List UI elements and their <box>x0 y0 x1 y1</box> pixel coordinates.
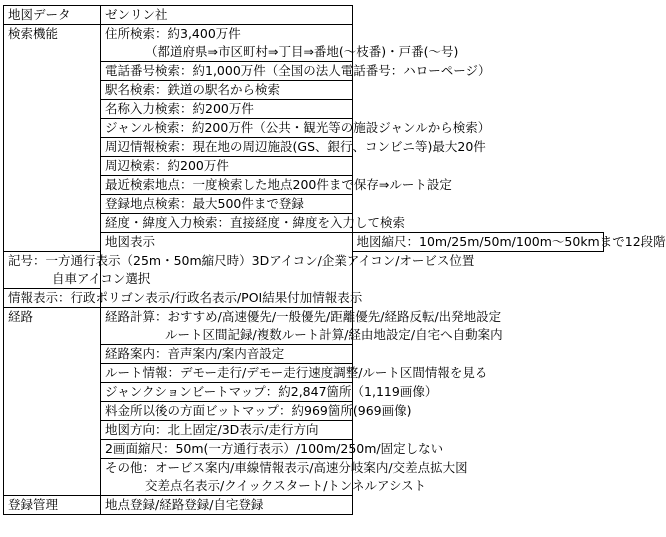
table-row <box>4 6 604 25</box>
search-nearby: 周辺検索：約200万件 <box>101 157 353 176</box>
category-display: 地図表示 <box>101 233 353 308</box>
route-direction: 地図方向：北上固定/3D表示/走行方向 <box>101 421 353 440</box>
route-info: ルート情報：デモー走行/デモー走行速度調整/ルート区間情報を見る <box>101 364 353 383</box>
route-other-line1: その他：オービス案内/車線情報表示/高速分岐案内/交差点拡大図 <box>105 460 468 475</box>
category-map-data: 地図データ <box>4 6 101 25</box>
route-other-cell <box>101 459 468 496</box>
route-toll: 料金所以後の方面ビットマップ：約969箇所(969画像) <box>101 402 353 421</box>
display-info: 情報表示：行政ポリゴン表示/行政名表示/POI結果付加情報表示 <box>4 289 101 308</box>
category-route: 経路 <box>4 308 101 496</box>
table-row <box>4 25 604 62</box>
spec-table <box>3 5 666 515</box>
table-row <box>4 289 604 308</box>
map-data-value: ゼンリン社 <box>101 6 353 25</box>
search-genre: ジャンル検索：約200万件（公共・観光等の施設ジャンルから検索） <box>101 119 353 138</box>
display-scale: 地図縮尺：10m/25m/50m/100m～50kmまで12段階 <box>352 233 604 252</box>
route-calc-line2: ルート区間記録/複数ルート計算/経由地設定/自宅へ自動案内 <box>165 327 503 342</box>
table-row <box>4 308 604 345</box>
display-symbols-line2: 自車アイコン選択 <box>52 271 151 286</box>
route-calc-line1: 経路計算：おすすめ/高速優先/一般優先/距離優先/経路反転/出発地設定 <box>105 309 502 324</box>
route-dual: 2画面縮尺：50m(一方通行表示）/100m/250m/固定しない <box>101 440 353 459</box>
search-address-cell <box>101 25 459 62</box>
display-symbols-line1: 記号：一方通行表示（25m・50m縮尺時）3Dアイコン/企業アイコン/オービス位置 <box>8 253 475 268</box>
search-recent: 最近検索地点：一度検索した地点200件まで保存⇒ルート設定 <box>101 176 353 195</box>
table-row <box>4 496 604 515</box>
category-registration: 登録管理 <box>4 496 101 515</box>
search-name: 名称入力検索：約200万件 <box>101 100 353 119</box>
route-other-line2: 交差点名表示/クイックスタート/トンネルアシスト <box>145 478 427 493</box>
registration-value: 地点登録/経路登録/自宅登録 <box>101 496 353 515</box>
search-latlon: 経度・緯度入力検索：直接経度・緯度を入力して検索 <box>101 214 353 233</box>
search-phone: 電話番号検索：約1,000万件（全国の法人電話番号：ハローページ） <box>101 62 353 81</box>
route-calc-cell <box>101 308 503 345</box>
route-guide: 経路案内：音声案内/案内音設定 <box>101 345 353 364</box>
search-nearby-info: 周辺情報検索：現在地の周辺施設(GS、銀行、コンビニ等)最大20件 <box>101 138 353 157</box>
search-registered: 登録地点検索：最大500件まで登録 <box>101 195 353 214</box>
category-search: 検索機能 <box>4 25 101 252</box>
search-address-line2: （都道府県⇒市区町村⇒丁目⇒番地(～枝番)・戸番(～号) <box>145 44 459 59</box>
display-symbols-cell <box>4 252 475 289</box>
search-address-line1: 住所検索：約3,400万件 <box>105 26 241 41</box>
route-junction: ジャンクションビートマップ：約2,847箇所（1,119画像） <box>101 383 353 402</box>
search-station: 駅名検索：鉄道の駅名から検索 <box>101 81 353 100</box>
